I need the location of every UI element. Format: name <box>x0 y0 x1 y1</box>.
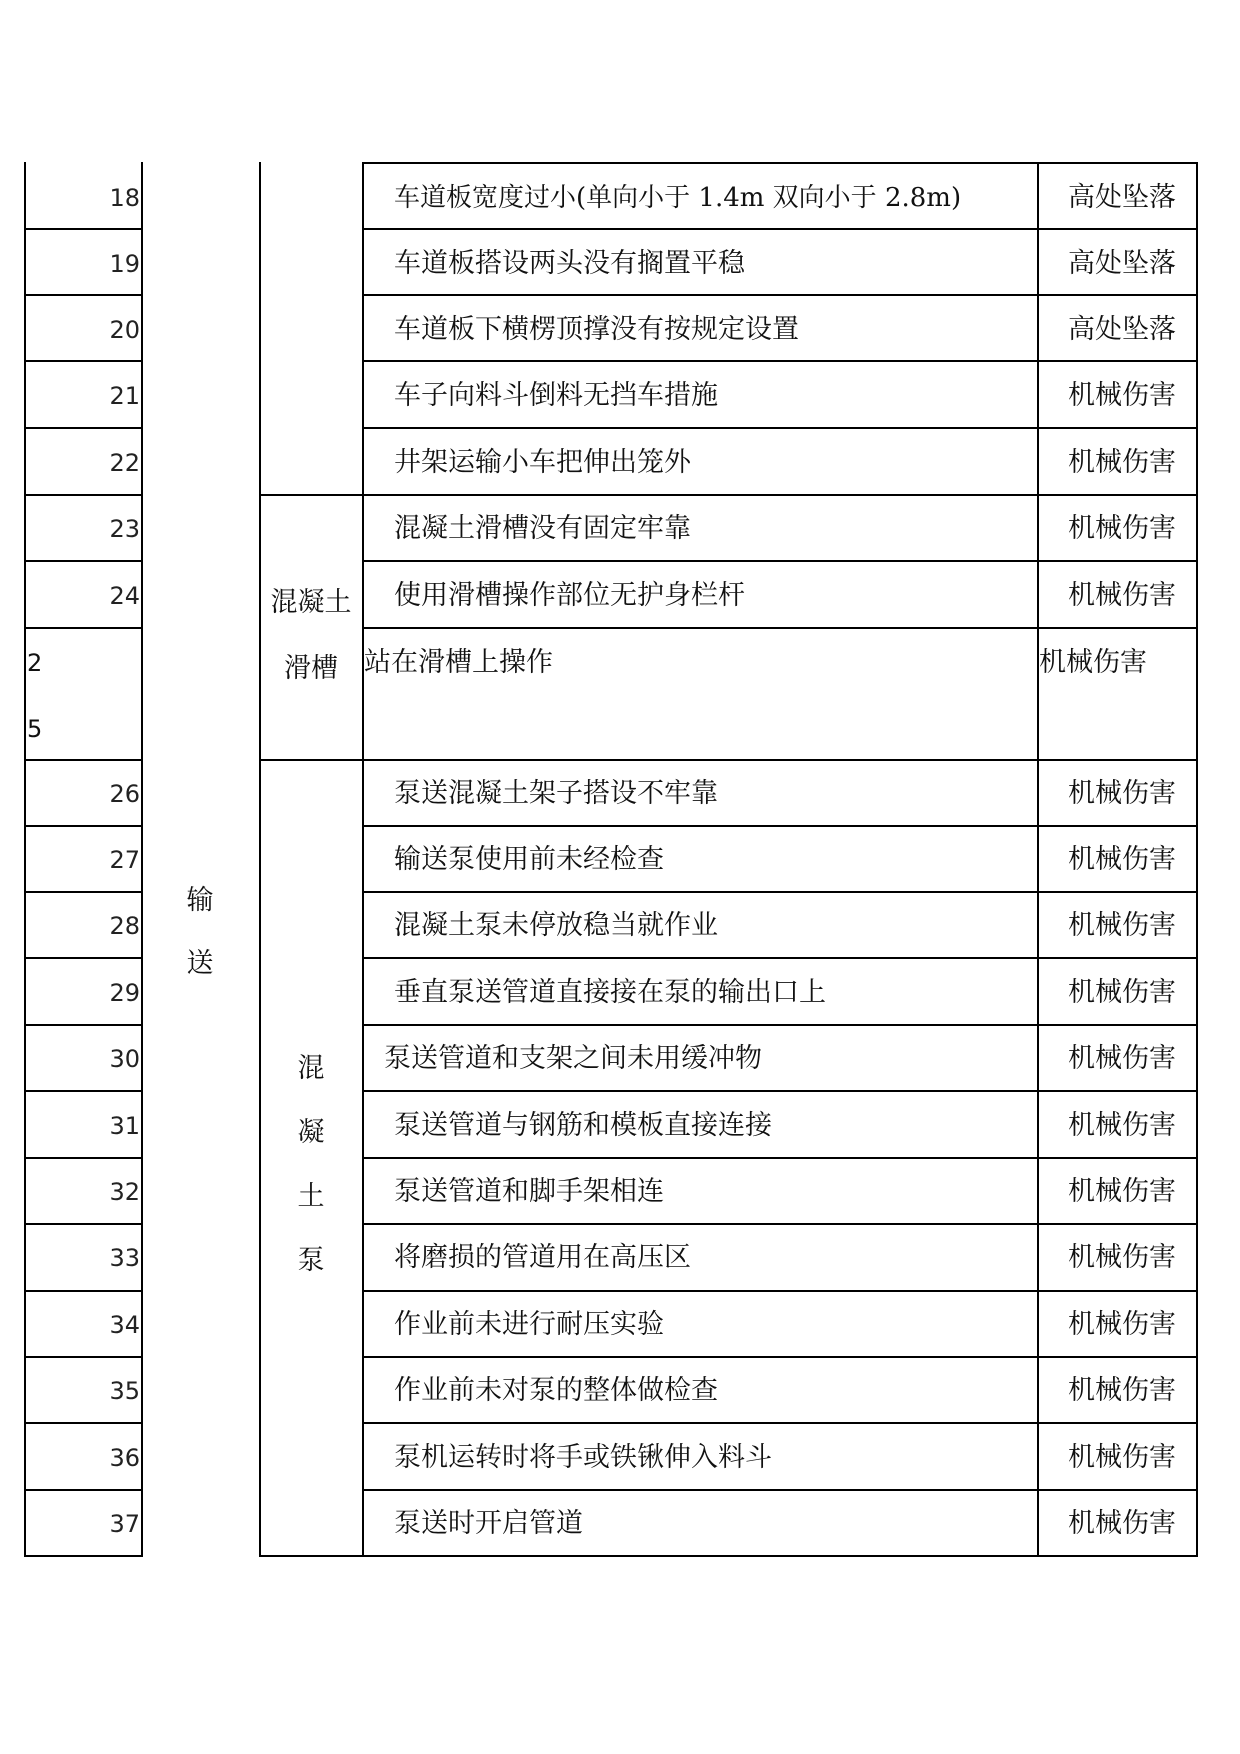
row-line <box>362 494 1198 496</box>
row-line <box>24 627 143 629</box>
row-line <box>362 162 1198 164</box>
row-number: 32 <box>109 1178 140 1206</box>
row-number-part2: 5 <box>27 715 43 743</box>
row-hazard: 机械伤害 <box>1068 1309 1176 1340</box>
row-number: 28 <box>109 912 140 940</box>
row-line <box>24 1090 143 1092</box>
row-description: 将磨损的管道用在高压区 <box>394 1242 691 1273</box>
row-description: 泵送管道和脚手架相连 <box>394 1176 664 1207</box>
row-description: 泵送混凝土架子搭设不牢靠 <box>394 778 718 809</box>
row-number: 24 <box>109 582 140 610</box>
row-number: 37 <box>109 1510 140 1538</box>
row-line <box>362 891 1198 893</box>
row-line <box>362 825 1198 827</box>
row-line <box>362 627 1198 629</box>
row-line <box>24 759 143 761</box>
group-line <box>259 494 364 496</box>
row-number: 35 <box>109 1377 140 1405</box>
col-divider-category <box>259 162 261 1557</box>
row-hazard: 机械伤害 <box>1068 1242 1176 1273</box>
row-hazard: 机械伤害 <box>1068 580 1176 611</box>
row-line <box>24 957 143 959</box>
row-hazard: 机械伤害 <box>1068 1442 1176 1473</box>
row-line <box>24 1489 143 1491</box>
row-number: 18 <box>109 184 140 212</box>
row-hazard: 高处坠落 <box>1068 314 1176 345</box>
group-line <box>259 759 364 761</box>
row-number: 30 <box>109 1045 140 1073</box>
row-line <box>24 1157 143 1159</box>
table-border-right <box>1196 162 1198 1557</box>
row-line <box>362 1024 1198 1026</box>
row-description: 输送泵使用前未经检查 <box>394 844 664 875</box>
row-hazard: 机械伤害 <box>1068 380 1176 411</box>
row-description: 作业前未对泵的整体做检查 <box>394 1375 718 1406</box>
row-hazard: 高处坠落 <box>1068 182 1176 213</box>
row-line <box>362 957 1198 959</box>
subcategory-pump-char2: 凝 <box>297 1117 325 1148</box>
row-description: 车道板宽度过小(单向小于 1.4m 双向小于 2.8m) <box>394 183 962 213</box>
row-hazard: 机械伤害 <box>1068 1508 1176 1539</box>
row-hazard: 机械伤害 <box>1039 647 1147 678</box>
row-line <box>362 1090 1198 1092</box>
row-line <box>362 759 1198 761</box>
row-line <box>362 1422 1198 1424</box>
row-description: 混凝土泵未停放稳当就作业 <box>394 910 718 941</box>
row-number-part1: 2 <box>27 649 43 677</box>
row-hazard: 机械伤害 <box>1068 513 1176 544</box>
row-line <box>24 427 143 429</box>
table-border-left <box>24 162 26 1557</box>
row-hazard: 机械伤害 <box>1068 1110 1176 1141</box>
category-label-char1: 输 <box>186 885 214 916</box>
row-line <box>24 1223 143 1225</box>
row-description: 车道板搭设两头没有搁置平稳 <box>394 248 745 279</box>
row-hazard: 机械伤害 <box>1068 1176 1176 1207</box>
row-number: 22 <box>109 449 140 477</box>
row-hazard: 机械伤害 <box>1068 447 1176 478</box>
row-hazard: 机械伤害 <box>1068 844 1176 875</box>
row-line <box>362 1157 1198 1159</box>
row-number: 19 <box>109 250 140 278</box>
row-number: 34 <box>109 1311 140 1339</box>
row-description: 垂直泵送管道直接接在泵的输出口上 <box>394 977 826 1008</box>
row-number: 23 <box>109 515 140 543</box>
row-line <box>24 560 143 562</box>
row-line <box>362 427 1198 429</box>
row-description: 泵送管道与钢筋和模板直接连接 <box>394 1110 772 1141</box>
row-number: 33 <box>109 1244 140 1272</box>
row-description: 井架运输小车把伸出笼外 <box>394 447 691 478</box>
row-line <box>362 1555 1198 1557</box>
subcategory-chute-line1: 混凝土 <box>270 587 352 618</box>
group-line <box>259 1555 364 1557</box>
row-line <box>24 825 143 827</box>
row-line <box>24 1422 143 1424</box>
row-description: 泵送管道和支架之间未用缓冲物 <box>384 1043 762 1074</box>
row-line <box>362 1489 1198 1491</box>
col-divider-description <box>1037 162 1039 1557</box>
col-divider-subcategory <box>362 162 364 1557</box>
row-description: 使用滑槽操作部位无护身栏杆 <box>394 580 745 611</box>
row-description: 作业前未进行耐压实验 <box>394 1309 664 1340</box>
row-number: 36 <box>109 1444 140 1472</box>
row-number: 29 <box>109 979 140 1007</box>
row-line <box>362 560 1198 562</box>
row-hazard: 机械伤害 <box>1068 1375 1176 1406</box>
row-line <box>24 360 143 362</box>
row-number: 20 <box>109 316 140 344</box>
row-number: 31 <box>109 1112 140 1140</box>
row-line <box>24 1356 143 1358</box>
row-hazard: 机械伤害 <box>1068 1043 1176 1074</box>
row-number: 27 <box>109 846 140 874</box>
row-line <box>362 228 1198 230</box>
row-line <box>24 1290 143 1292</box>
row-line <box>362 360 1198 362</box>
row-line <box>362 1290 1198 1292</box>
row-line <box>24 294 143 296</box>
row-description: 车道板下横楞顶撑没有按规定设置 <box>394 314 799 345</box>
row-line <box>24 891 143 893</box>
row-description: 车子向料斗倒料无挡车措施 <box>394 380 718 411</box>
category-label-char2: 送 <box>186 948 214 979</box>
row-description: 混凝土滑槽没有固定牢靠 <box>394 513 691 544</box>
subcategory-chute-line2: 滑槽 <box>284 653 338 684</box>
row-line <box>24 1555 143 1557</box>
row-hazard: 高处坠落 <box>1068 248 1176 279</box>
row-line <box>362 1223 1198 1225</box>
row-hazard: 机械伤害 <box>1068 977 1176 1008</box>
row-description: 泵机运转时将手或铁锹伸入料斗 <box>394 1442 772 1473</box>
subcategory-pump-char3: 土 <box>297 1181 325 1212</box>
subcategory-pump-char4: 泵 <box>297 1245 325 1276</box>
row-line <box>24 228 143 230</box>
col-divider-number <box>141 162 143 1557</box>
row-line <box>362 294 1198 296</box>
row-line <box>362 1356 1198 1358</box>
row-description: 站在滑槽上操作 <box>364 647 553 678</box>
row-number: 21 <box>109 382 140 410</box>
row-number: 26 <box>109 780 140 808</box>
row-hazard: 机械伤害 <box>1068 910 1176 941</box>
subcategory-pump-char1: 混 <box>297 1053 325 1084</box>
row-line <box>24 494 143 496</box>
row-description: 泵送时开启管道 <box>394 1508 583 1539</box>
row-line <box>24 1024 143 1026</box>
row-hazard: 机械伤害 <box>1068 778 1176 809</box>
